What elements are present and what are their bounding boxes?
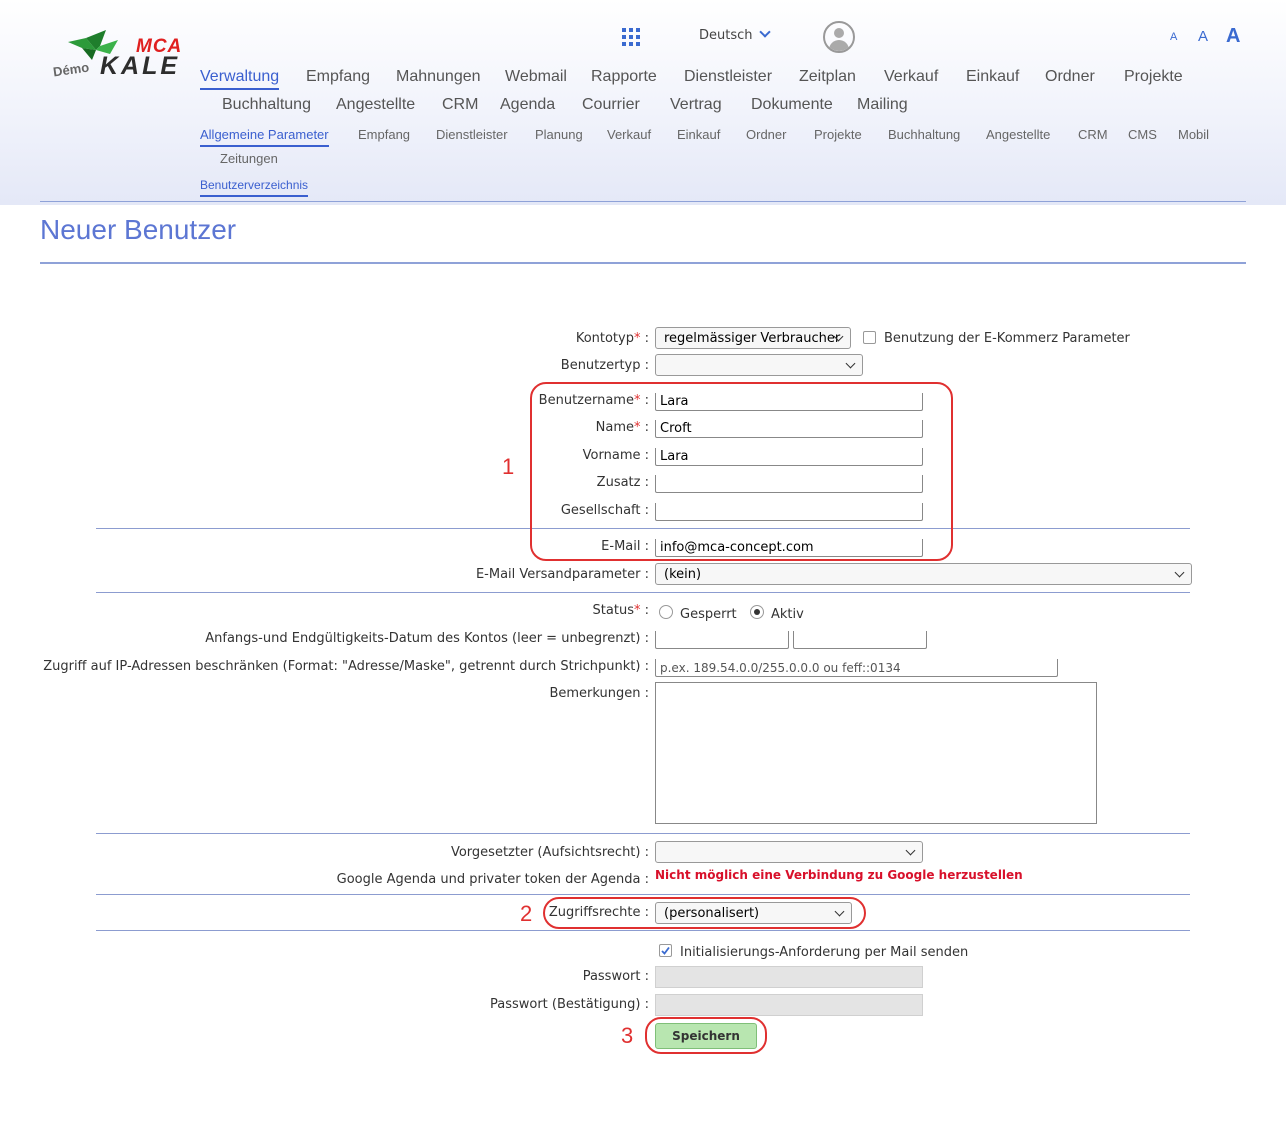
font-size-large-button[interactable]: A: [1226, 25, 1241, 47]
header-background: [0, 0, 1286, 205]
email-param-label: E-Mail Versandparameter :: [475, 567, 649, 582]
email-param-select[interactable]: [655, 563, 1192, 585]
zugriffsrechte-value: (personalisert): [664, 905, 760, 921]
vorname-value: Lara: [660, 449, 689, 464]
page-title: Neuer Benutzer: [40, 214, 237, 245]
passwort-confirm-input[interactable]: [655, 994, 923, 1016]
status-gesperrt-radio[interactable]: [659, 605, 673, 619]
save-button[interactable]: Speichern: [655, 1023, 757, 1049]
chevron-down-icon: [906, 846, 916, 856]
init-mail-label: Initialisierungs-Anforderung per Mail senden: [680, 945, 969, 960]
init-mail-checkbox[interactable]: [659, 944, 672, 957]
section-divider: [96, 894, 1190, 895]
annotation-box-2: [543, 897, 866, 929]
nav-dienstleister[interactable]: Dienstleister: [684, 68, 773, 85]
logo-demo-text: Démo: [52, 59, 90, 80]
vorgesetzter-select[interactable]: [655, 841, 923, 863]
kontotyp-value: regelmässiger Verbraucher: [664, 330, 841, 346]
vorname-label: Vorname :: [582, 448, 649, 463]
subnav-mobil[interactable]: Mobil: [1178, 127, 1210, 142]
subnav-crm[interactable]: CRM: [1078, 127, 1108, 142]
kontotyp-label: Kontotyp* :: [575, 331, 649, 346]
user-avatar-icon[interactable]: [823, 21, 855, 53]
logo-kale-text: KALE: [100, 52, 181, 80]
font-size-small-button[interactable]: A: [1170, 31, 1178, 43]
checkmark-icon: [660, 945, 671, 956]
benutzertyp-label: Benutzertyp :: [560, 358, 649, 373]
nav-webmail[interactable]: Webmail: [505, 68, 567, 85]
nav-mailing[interactable]: Mailing: [857, 96, 908, 113]
email-param-value: (kein): [664, 566, 702, 582]
annotation-box-1: [530, 382, 953, 561]
nav-crm[interactable]: CRM: [442, 96, 479, 113]
nav-verwaltung[interactable]: Verwaltung: [200, 68, 279, 90]
language-label: Deutsch: [699, 28, 753, 43]
ip-placeholder: p.ex. 189.54.0.0/255.0.0.0 ou feff::0134: [660, 660, 901, 675]
subnav-buchhaltung[interactable]: Buchhaltung: [888, 127, 961, 142]
ip-label: Zugriff auf IP-Adressen beschränken (Format: "Adresse/Maske", getrennt durch Strichpunkt) :: [43, 659, 649, 674]
passwort-confirm-label: Passwort (Bestätigung) :: [489, 997, 649, 1012]
benutzername-value: Lara: [660, 394, 689, 409]
subnav-dienstleister[interactable]: Dienstleister: [436, 127, 508, 142]
nav-dokumente[interactable]: Dokumente: [751, 96, 833, 113]
section-divider: [96, 592, 1190, 593]
nav-ordner[interactable]: Ordner: [1045, 68, 1095, 85]
ecommerce-checkbox[interactable]: [863, 331, 876, 344]
chevron-down-icon: [846, 359, 856, 369]
nav-angestellte[interactable]: Angestellte: [336, 96, 416, 113]
ecommerce-label: Benutzung der E-Kommerz Parameter: [884, 331, 1130, 346]
subnav-allgemeine-parameter[interactable]: Allgemeine Parameter: [200, 127, 329, 147]
logo-mca-text: MCA: [136, 36, 183, 57]
header-divider: [40, 201, 1246, 202]
chevron-down-icon: [1175, 568, 1185, 578]
gesellschaft-label: Gesellschaft :: [560, 503, 649, 518]
status-aktiv-label: Aktiv: [771, 607, 804, 622]
zugriffsrechte-label: Zugriffsrechte :: [548, 905, 649, 920]
benutzername-label: Benutzername* :: [538, 393, 649, 408]
start-date-input[interactable]: [655, 631, 789, 649]
subnav-einkauf[interactable]: Einkauf: [677, 127, 721, 142]
apps-grid-icon[interactable]: [622, 28, 640, 46]
zusatz-label: Zusatz :: [596, 475, 649, 490]
nav-rapporte[interactable]: Rapporte: [591, 68, 657, 85]
language-selector[interactable]: [699, 28, 769, 43]
subnav-ordner[interactable]: Ordner: [746, 127, 787, 142]
subnav-verkauf[interactable]: Verkauf: [607, 127, 652, 142]
passwort-label: Passwort :: [582, 969, 649, 984]
chevron-down-icon: [759, 26, 770, 37]
bemerkungen-textarea[interactable]: [655, 682, 1097, 824]
email-label: E-Mail :: [601, 539, 649, 554]
nav-empfang[interactable]: Empfang: [306, 68, 371, 85]
status-gesperrt-label: Gesperrt: [680, 607, 737, 622]
annotation-number-3: 3: [621, 1023, 634, 1048]
passwort-input[interactable]: [655, 966, 923, 988]
annotation-box-3: [645, 1017, 767, 1054]
subnav-cms[interactable]: CMS: [1128, 127, 1157, 142]
nav-mahnungen[interactable]: Mahnungen: [396, 68, 481, 85]
status-label: Status* :: [592, 603, 649, 618]
subnav-benutzerverzeichnis[interactable]: Benutzerverzeichnis: [200, 178, 308, 197]
subnav-projekte[interactable]: Projekte: [814, 127, 862, 142]
annotation-number-1: 1: [502, 454, 515, 479]
name-label: Name* :: [595, 420, 649, 435]
end-date-input[interactable]: [793, 631, 927, 649]
ip-input[interactable]: [655, 659, 1058, 677]
name-value: Croft: [660, 421, 692, 436]
benutzertyp-select[interactable]: [655, 354, 863, 376]
nav-projekte[interactable]: Projekte: [1124, 68, 1183, 85]
subnav-zeitungen[interactable]: Zeitungen: [220, 151, 278, 166]
nav-agenda[interactable]: Agenda: [500, 96, 556, 113]
subnav-planung[interactable]: Planung: [535, 127, 583, 142]
bemerkungen-label: Bemerkungen :: [549, 686, 649, 701]
google-label: Google Agenda und privater token der Agenda :: [336, 872, 649, 887]
kontotyp-select[interactable]: [655, 327, 851, 349]
status-aktiv-radio[interactable]: [750, 605, 764, 619]
subnav-angestellte[interactable]: Angestellte: [986, 127, 1051, 142]
nav-einkauf[interactable]: Einkauf: [966, 68, 1020, 85]
section-divider: [96, 930, 1190, 931]
nav-vertrag[interactable]: Vertrag: [670, 96, 722, 113]
section-divider: [96, 833, 1190, 834]
vorgesetzter-label: Vorgesetzter (Aufsichtsrecht) :: [450, 845, 649, 860]
nav-courrier[interactable]: Courrier: [582, 96, 640, 113]
dates-label: Anfangs-und Endgültigkeits-Datum des Kontos (leer = unbegrenzt) :: [205, 631, 649, 646]
title-divider: [40, 262, 1246, 264]
nav-buchhaltung[interactable]: Buchhaltung: [222, 96, 311, 113]
annotation-number-2: 2: [520, 901, 533, 926]
email-value: info@mca-concept.com: [660, 540, 814, 555]
google-error-message: Nicht möglich eine Verbindung zu Google herzustellen: [655, 868, 1023, 882]
subnav-empfang[interactable]: Empfang: [358, 127, 411, 142]
font-size-medium-button[interactable]: A: [1198, 28, 1209, 45]
nav-verkauf[interactable]: Verkauf: [884, 68, 939, 85]
nav-zeitplan[interactable]: Zeitplan: [799, 68, 856, 85]
